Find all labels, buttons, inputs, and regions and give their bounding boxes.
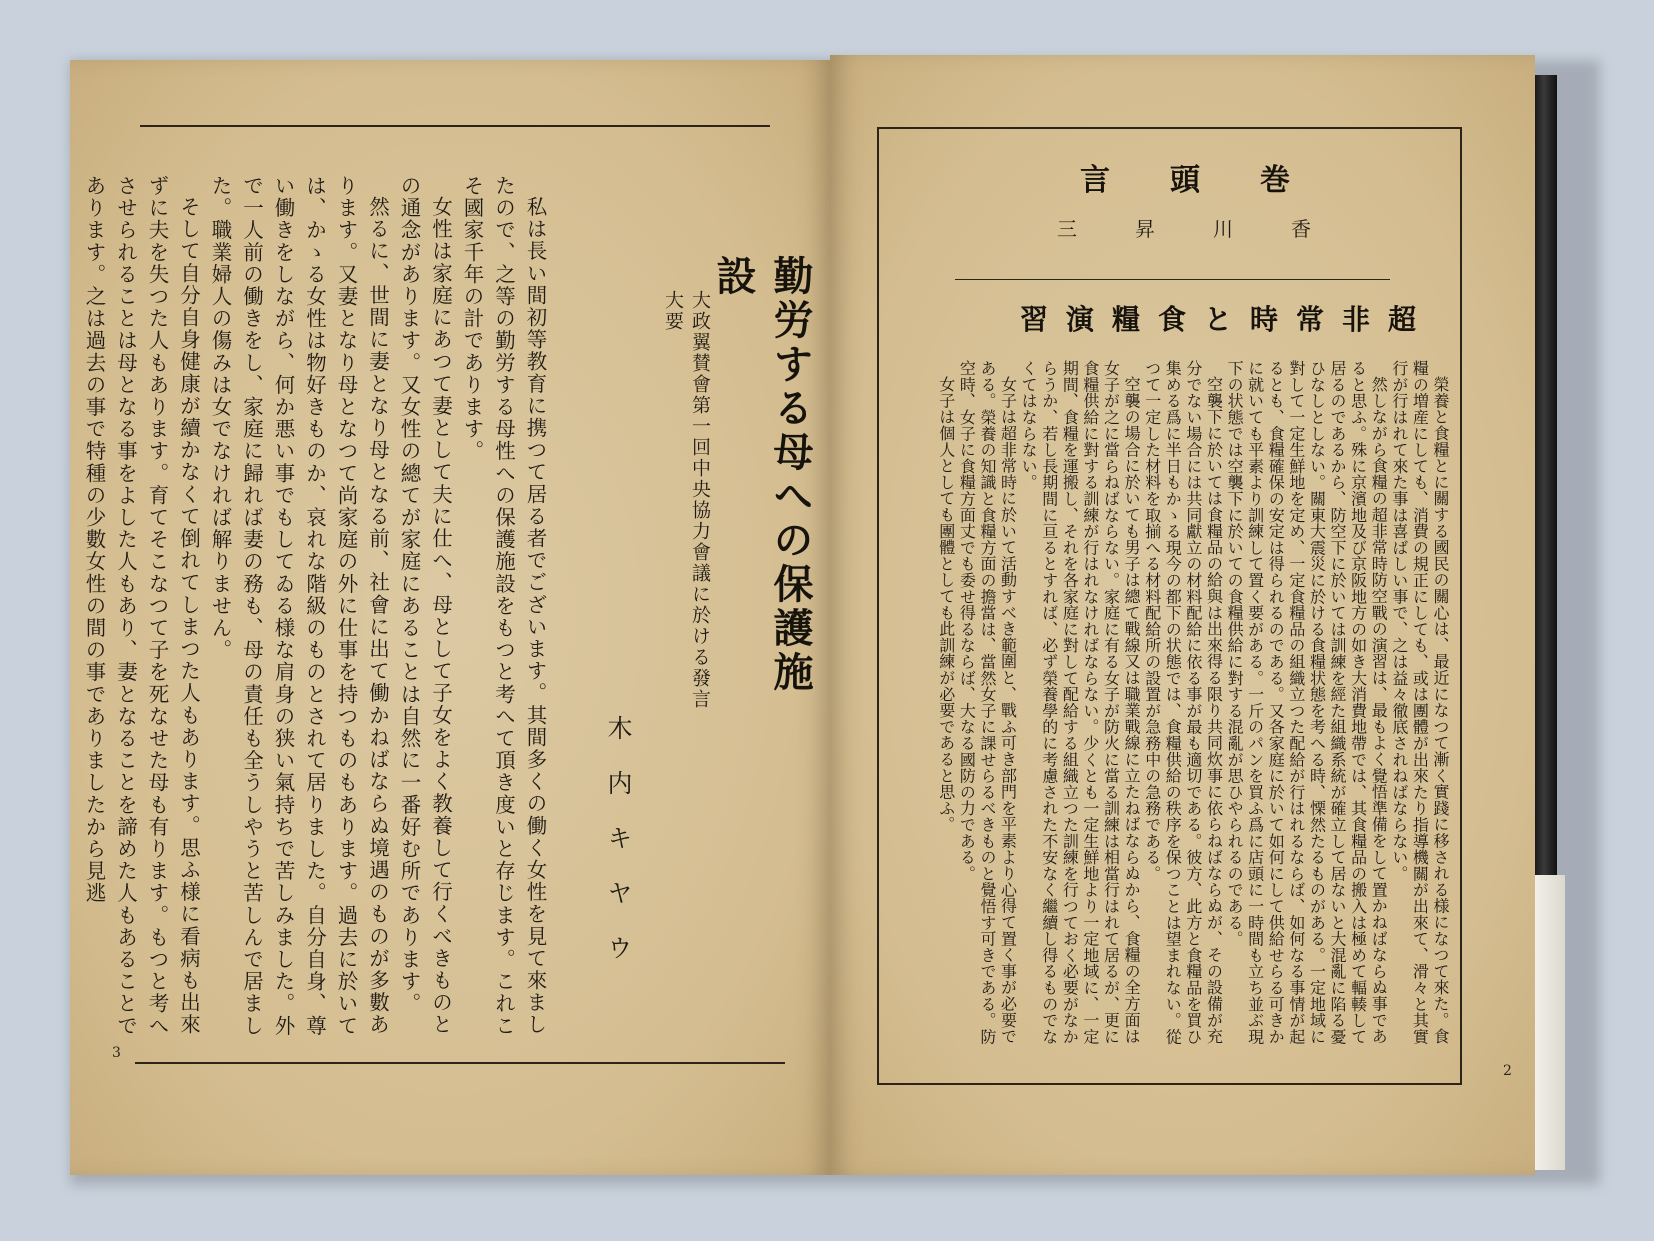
right-page-number: 2	[1503, 1063, 1512, 1079]
page-edge-white	[1535, 875, 1565, 1170]
paragraph: そして自分自身健康が續かなくて倒れてしまつた人もあります。思ふ様に看病も出來ずに夫を失つた人もあります。育てそこなつて子を死なせた母も有ります。もつと考へさせられることは母となる事をよした人もあり、妻となることを諦めた人もあることであります。之は過去の事で特種の少數女性の間の事でありましたから見逃	[82, 175, 201, 1037]
left-page-number: 3	[112, 1045, 121, 1061]
editorial-author	[1057, 213, 1369, 242]
paragraph: 然るに、世間に妻となり母となる前、社會に出て働かねばならぬ境遇のものが多數あります。又妻となり母となつて尚家庭の外に仕事を持つものもあります。過去に於いては、かゝる女性は物好きものか、哀れな階級のものとされて居りました。自分自身、尊い働きをしながら、何か悪い事でもしてゐる様な肩身の狭い氣持ちで苦しみました。外で一人前の働きをし、家庭に歸れば妻の務も、母の責任も全うしやうと苦しんで居ました。職業婦人の傷みは女でなければ解りません。	[208, 175, 390, 1037]
editorial-title	[1020, 298, 1434, 338]
section-header-text: 巻頭言	[1080, 163, 1350, 198]
editorial-rule	[955, 279, 1390, 280]
paragraph: 空襲の場合に於いても男子は總て戰線又は職業戰線に立たねばならぬから、食糧の全方面は女子が之に當らねばならない。家庭に有る女子が防火に當る訓練は相當行はれて居るが、更に食糧供給に對する訓練が行はれなければならない。少くとも一定生鮮地より一定地域に、一定期間、食糧を運搬し、それを各家庭に對して配給する組織立つた訓練を行つておく必要がなからうか、若し長期間に亘るとすれば、必ず榮養學的に考慮された不安なく繼續し得るものでなくてはならない。	[1019, 360, 1142, 1045]
left-top-rule	[140, 125, 770, 127]
paragraph: 女子は個人としても團體としても此訓練が必要であると思ふ。	[936, 376, 956, 833]
editorial-author-text: 香川昇三	[1057, 217, 1369, 241]
editorial-title-text: 超非常時と食糧演習	[1020, 303, 1435, 336]
paragraph: 私は長い間初等教育に携つて居る者でございます。其間多くの働く女性を見て來ましたので、之等の勤労する母性への保護施設をもつと考へて頂き度いと存じます。これこそ國家千年の計であります。	[460, 175, 547, 1037]
section-header	[1080, 155, 1350, 199]
left-article-body	[82, 175, 550, 1045]
paragraph: 女子は超非常時に於いて活動すべき範圍と、戰ふ可き部門を平素より心得て置く事が必要である。榮養の知識と食糧方面の擔當は、當然女子に課せらるべきものと覺悟す可きである。防空時、女子に食糧方面丈でも委せ得るならば、大なる國防の力である。	[957, 360, 1018, 1045]
article-author: 木内キヤウ	[604, 715, 633, 990]
article-subtitle: 大政翼賛會第一回中央協力會議に於ける發言大要	[662, 290, 711, 710]
paragraph: 榮養と食糧とに關する國民の關心は、最近になつて漸く實踐に移される様になつて來た。食糧の増産にしても、消費の規正にしても、或は團體が出來たり指導機關が出來て、滑々と其實行が行はれて來た事は喜ばしい事で、之は益々徹底されねばならない。	[1389, 360, 1450, 1045]
article-title: 勤労する母への保護施設	[710, 255, 814, 695]
paragraph: 然しながら食糧の超非常時防空戰の演習は、最もよく覺悟準備をして置かねばならぬ事であると思ふ。殊に京濱地及び京阪地方の如き大消費地帶では、其食糧品の搬入は極めて輻輳して居るのであるから、防空下に於いては訓練を經た組織系統が確立して居ないと大混亂に陷る憂ひなしとしない。關東大震災に於ける食糧状態を考へる時、慄然たるものがある。一定地域に對して一定生鮮地を定め、一定食糧品の組織立つた配給が行はれるならば、如何なる事情が起るとも、食糧確保の安定は得られるのである。又各家庭に於いて如何にして供給せらる可きかに就いても平素より訓練して置く要がある。一斤のパンを買ふ爲に店頭に一時間も立ち並ぶ現下の状態では空襲下に於いての食糧供給に對する混亂が思ひやられるのである。	[1225, 360, 1389, 1045]
paragraph: 空襲下に於いては食糧品の給與は出來得る限り共同炊事に依らねばならぬが、その設備が充分でない場合には共同獻立の材料配給に依る事が最も適切である。彼方、此方と食糧品を買ひ集める爲に半日もかゝる現今の都下の状態では、食糧供給の秩序を保つことは望まれない。從つて一定した材料を取揃へる材料配給所の設置が急務中の急務である。	[1142, 360, 1224, 1045]
page-edge-photo	[1535, 75, 1557, 875]
left-bottom-rule	[135, 1062, 785, 1064]
right-article-body	[905, 360, 1450, 1060]
paragraph: 女性は家庭にあつて妻として夫に仕へ、母として子女をよく教養して行くべきものとの通念があります。又女性の總てが家庭にあることは自然に一番好む所であります。	[397, 175, 453, 1036]
